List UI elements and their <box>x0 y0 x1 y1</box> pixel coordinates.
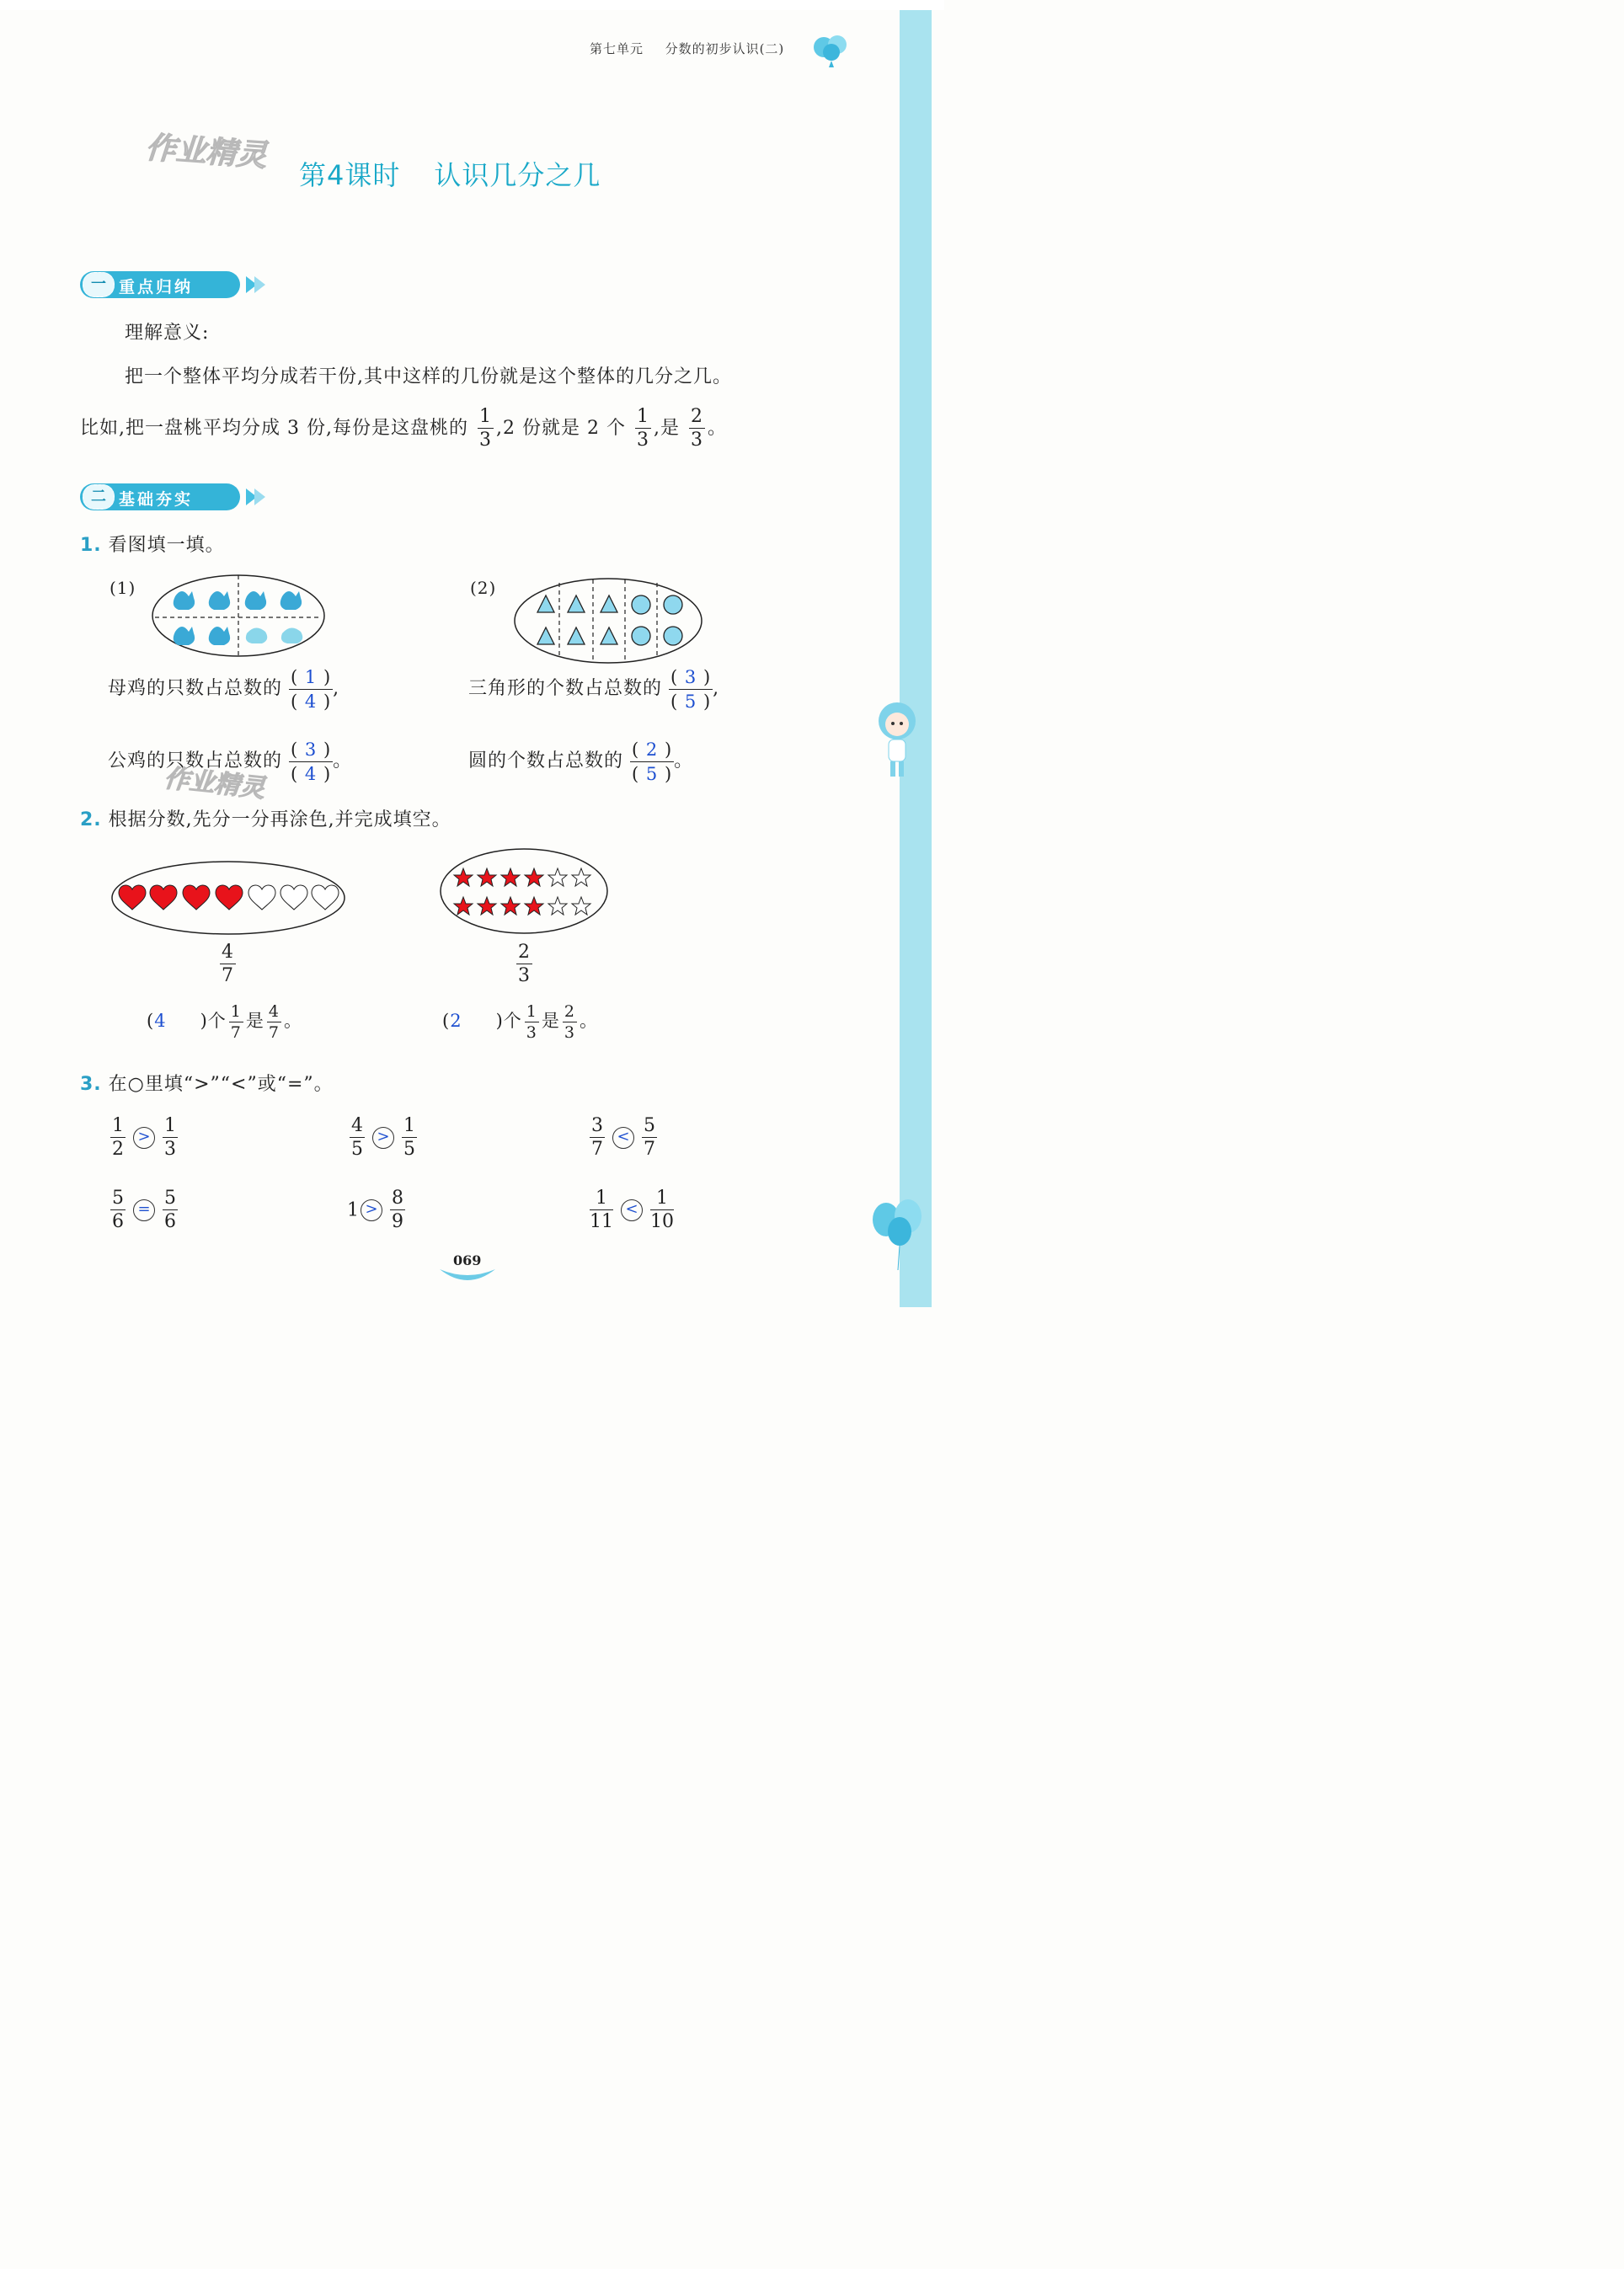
section-basics-badge <box>80 483 240 510</box>
star-filled-icon <box>501 897 520 915</box>
star-filled-icon <box>525 868 543 886</box>
triangle-icon <box>537 627 554 644</box>
summary-heading: 理解意义: <box>125 323 210 344</box>
heart-empty-icon <box>312 885 339 910</box>
triangle-icon <box>568 627 585 644</box>
heart-filled-icon <box>119 885 146 910</box>
heart-empty-icon <box>248 885 275 910</box>
question-2 <box>80 805 451 831</box>
fraction: $\frac{2}{3}$ <box>690 406 703 451</box>
arrow-icon <box>254 276 265 293</box>
girl-illustration-icon <box>868 697 927 782</box>
answer-prompt: 公鸡的只数占总数的 <box>108 750 283 771</box>
answer-fraction: $\frac{( 1 )}{( 4 )}$ <box>291 666 332 712</box>
arrow-icon <box>254 489 265 505</box>
circle-icon <box>664 595 682 614</box>
page-top-edge <box>0 0 944 10</box>
header-topic: 分数的初步认识(二) <box>665 41 785 56</box>
balloon-icon <box>809 30 852 69</box>
watermark-middle: 作业精灵 <box>163 763 267 804</box>
answer-prompt: 母鸡的只数占总数的 <box>108 678 283 699</box>
star-filled-icon <box>525 897 543 915</box>
rooster-icon <box>245 591 266 610</box>
question-number: 3. <box>80 1074 102 1095</box>
given-fraction-stars: $\frac{2}{3}$ <box>518 942 531 986</box>
rooster-icon <box>209 627 230 645</box>
question-text: 在○里填“>”“<”或“=”。 <box>108 1074 334 1095</box>
question-number: 2. <box>80 809 102 830</box>
question-3 <box>80 1070 334 1096</box>
triangle-icon <box>601 627 617 644</box>
star-filled-icon <box>454 868 473 886</box>
lesson-number: 第4课时 <box>299 159 401 191</box>
star-empty-icon <box>572 868 590 886</box>
triangle-icon <box>601 595 617 612</box>
heart-empty-icon <box>280 885 307 910</box>
part-label: (1) <box>110 578 136 598</box>
circle-icon <box>632 627 650 645</box>
page-number-swoosh-icon <box>438 1266 497 1286</box>
part-label: (2) <box>470 578 497 598</box>
heart-filled-icon <box>216 885 243 910</box>
hen-icon <box>246 627 267 643</box>
comparison-item: $\frac{5}{6}$ = $\frac{5}{6}$ <box>112 1188 176 1232</box>
answer-prompt: 圆的个数占总数的 <box>468 750 624 771</box>
answer-fraction: $\frac{( 3 )}{( 5 )}$ <box>670 666 712 712</box>
circle-icon <box>664 627 682 645</box>
comparison-item: $\frac{1}{11}$ < $\frac{1}{10}$ <box>590 1188 674 1232</box>
page-number: 069 <box>453 1252 482 1268</box>
heart-filled-icon <box>183 885 210 910</box>
question-1 <box>80 531 225 557</box>
decorative-sidebar <box>900 10 932 1307</box>
comparison-item: 1 > $\frac{8}{9}$ <box>347 1188 403 1232</box>
section-number: 一 <box>83 272 115 297</box>
rooster-icon <box>280 591 302 610</box>
triangle-answer-line: 三角形的个数占总数的 $\frac{( 3 )}{( 5 )}$ , <box>468 666 720 712</box>
hearts-fill-blank: (4 )个 $\frac{1}{7}$ 是 $\frac{4}{7}$ 。 <box>147 1001 302 1042</box>
summary-definition: 把一个整体平均分成若干份,其中这样的几份就是这个整体的几分之几。 <box>125 366 732 387</box>
lesson-name: 认识几分之几 <box>434 159 601 191</box>
heart-filled-icon <box>150 885 177 910</box>
section-label: 重点归纳 <box>119 278 194 296</box>
rooster-icon <box>174 591 195 610</box>
header-unit: 第七单元 <box>590 41 644 56</box>
answer-fraction: $\frac{( 3 )}{( 4 )}$ <box>291 739 332 784</box>
comparison-circle: > <box>133 1127 155 1149</box>
chicken-group-figure <box>150 573 327 659</box>
rooster-answer-line: 公鸡的只数占总数的 $\frac{( 3 )}{( 4 )}$ 。 <box>108 739 353 784</box>
example-text: 比如,把一盘桃平均分成 3 份,每份是这盘桃的 <box>80 418 468 439</box>
comparison-circle: > <box>361 1199 382 1221</box>
star-empty-icon <box>548 868 567 886</box>
fraction: $\frac{1}{3}$ <box>478 406 492 451</box>
lesson-title <box>299 154 601 193</box>
question-text: 根据分数,先分一分再涂色,并完成填空。 <box>108 809 451 830</box>
star-empty-icon <box>572 897 590 915</box>
section-label: 基础夯实 <box>119 490 194 509</box>
comparison-circle: > <box>372 1127 394 1149</box>
comparison-circle: = <box>133 1199 155 1221</box>
given-fraction-hearts: $\frac{4}{7}$ <box>222 942 234 986</box>
hen-icon <box>281 627 302 643</box>
star-filled-icon <box>478 868 496 886</box>
circle-answer-line: 圆的个数占总数的 $\frac{( 2 )}{( 5 )}$ 。 <box>468 739 694 784</box>
shapes-group-figure <box>512 576 704 665</box>
fraction: $\frac{1}{3}$ <box>636 406 649 451</box>
comparison-item: $\frac{4}{5}$ > $\frac{1}{5}$ <box>351 1115 415 1160</box>
example-text: ,是 <box>653 418 680 439</box>
comparison-circle: < <box>612 1127 634 1149</box>
example-text: 。 <box>707 418 727 439</box>
balloons-icon <box>868 1198 932 1273</box>
comparison-item: $\frac{1}{2}$ > $\frac{1}{3}$ <box>112 1115 176 1160</box>
comparison-circle: < <box>621 1199 643 1221</box>
stars-fill-blank: (2 )个 $\frac{1}{3}$ 是 $\frac{2}{3}$ 。 <box>442 1001 598 1042</box>
comparison-item: $\frac{3}{7}$ < $\frac{5}{7}$ <box>591 1115 655 1160</box>
section-number: 二 <box>83 484 115 510</box>
star-filled-icon <box>501 868 520 886</box>
rooster-icon <box>209 591 230 610</box>
star-empty-icon <box>548 897 567 915</box>
page-header <box>590 40 784 57</box>
circle-icon <box>632 595 650 614</box>
watermark-top: 作业精灵 <box>144 131 269 174</box>
stars-figure <box>438 846 610 936</box>
question-number: 1. <box>80 535 102 556</box>
star-filled-icon <box>478 897 496 915</box>
question-text: 看图填一填。 <box>108 535 225 556</box>
answer-prompt: 三角形的个数占总数的 <box>468 678 663 699</box>
summary-example <box>80 408 727 450</box>
triangle-icon <box>568 595 585 612</box>
answer-fraction: $\frac{( 2 )}{( 5 )}$ <box>632 739 673 784</box>
triangle-icon <box>537 595 554 612</box>
example-text: ,2 份就是 2 个 <box>495 418 626 439</box>
rooster-icon <box>174 627 195 645</box>
hearts-figure <box>110 859 347 937</box>
star-filled-icon <box>454 897 473 915</box>
hen-answer-line: 母鸡的只数占总数的 $\frac{( 1 )}{( 4 )}$ , <box>108 666 340 712</box>
section-key-points-badge <box>80 271 240 298</box>
